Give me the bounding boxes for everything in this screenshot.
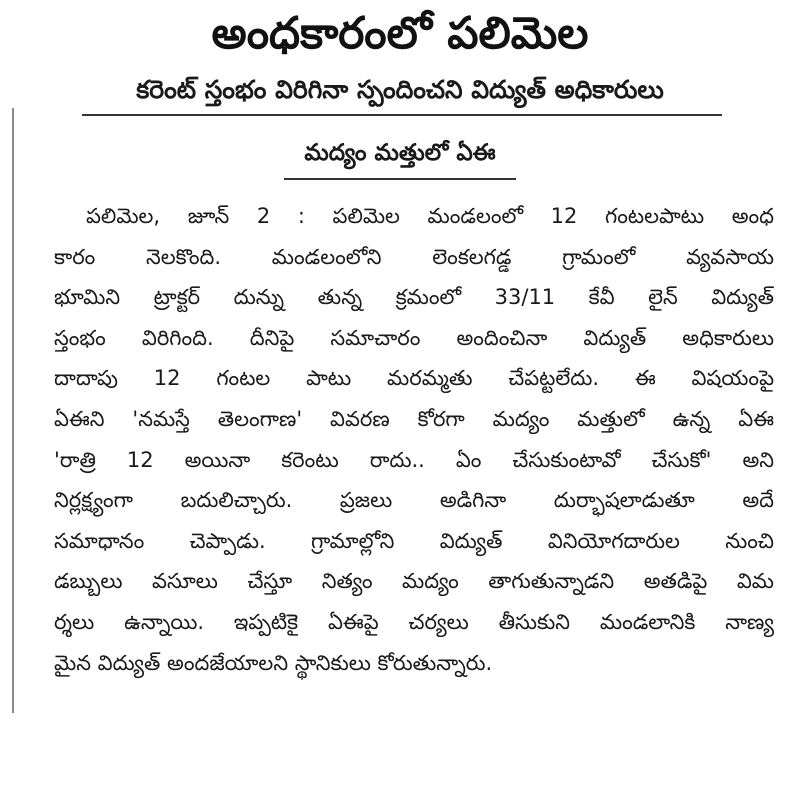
- body-line: ఏఈని 'నమస్తే తెలంగాణ' వివరణ కోరగా మద్యం మత్తులో ఉన్న ఏఈ: [54, 406, 774, 431]
- article-body: [54, 196, 774, 683]
- body-line: కారం నెలకొంది. మండలంలోని లెంకలగడ్డ గ్రామంలో వ్యవసాయ: [54, 244, 774, 269]
- body-line: సమాధానం చెప్పాడు. గ్రామాల్లోని విద్యుత్ వినియోగదారుల నుంచి: [54, 528, 774, 553]
- column-rule: [12, 108, 14, 713]
- subheadline: కరెంట్ స్తంభం విరిగినా స్పందించని విద్యుత్ అధికారులు: [136, 75, 664, 104]
- body-line: దాదాపు 12 గంటల పాటు మరమ్మతు చేపట్టలేదు. ఈ విషయంపై: [54, 366, 774, 391]
- body-line: మైన విద్యుత్ అందజేయాలని స్థానికులు కోరుతున్నారు.: [54, 650, 493, 675]
- body-line: 'రాత్రి 12 అయినా కరెంటు రాదు.. ఏం చేసుకుంటావో చేసుకో' అని: [54, 447, 774, 472]
- body-line: స్తంభం విరిగింది. దీనిపై సమాచారం అందించినా విద్యుత్ అధికారులు: [54, 325, 774, 350]
- kicker-underline: [284, 178, 516, 180]
- body-line: డబ్బులు వసూలు చేస్తూ నిత్యం మద్యం తాగుతున్నాడని అతడిపై విమ: [54, 569, 774, 594]
- body-line: భూమిని ట్రాక్టర్ దున్ను తున్న క్రమంలో 33/11 కేవీ లైన్ విద్యుత్: [54, 285, 774, 310]
- body-line: పలిమెల, జూన్ 2 : పలిమెల మండలంలో 12 గంటలపాటు అంధ: [86, 204, 774, 228]
- headline: అంధకారంలో పలిమెల: [211, 8, 589, 59]
- body-line: ర్శలు ఉన్నాయి. ఇప్పటికైె ఏఈపై చర్యలు తీసుకుని మండలానికి నాణ్య: [54, 609, 774, 634]
- kicker: మద్యం మత్తులో ఏఈ: [304, 140, 496, 166]
- body-line: నిర్లక్ష్యంగా బదులిచ్చారు. ప్రజలు అడిగినా దుర్భాషలాడుతూ అదే: [54, 488, 774, 513]
- subheadline-underline: [82, 114, 722, 116]
